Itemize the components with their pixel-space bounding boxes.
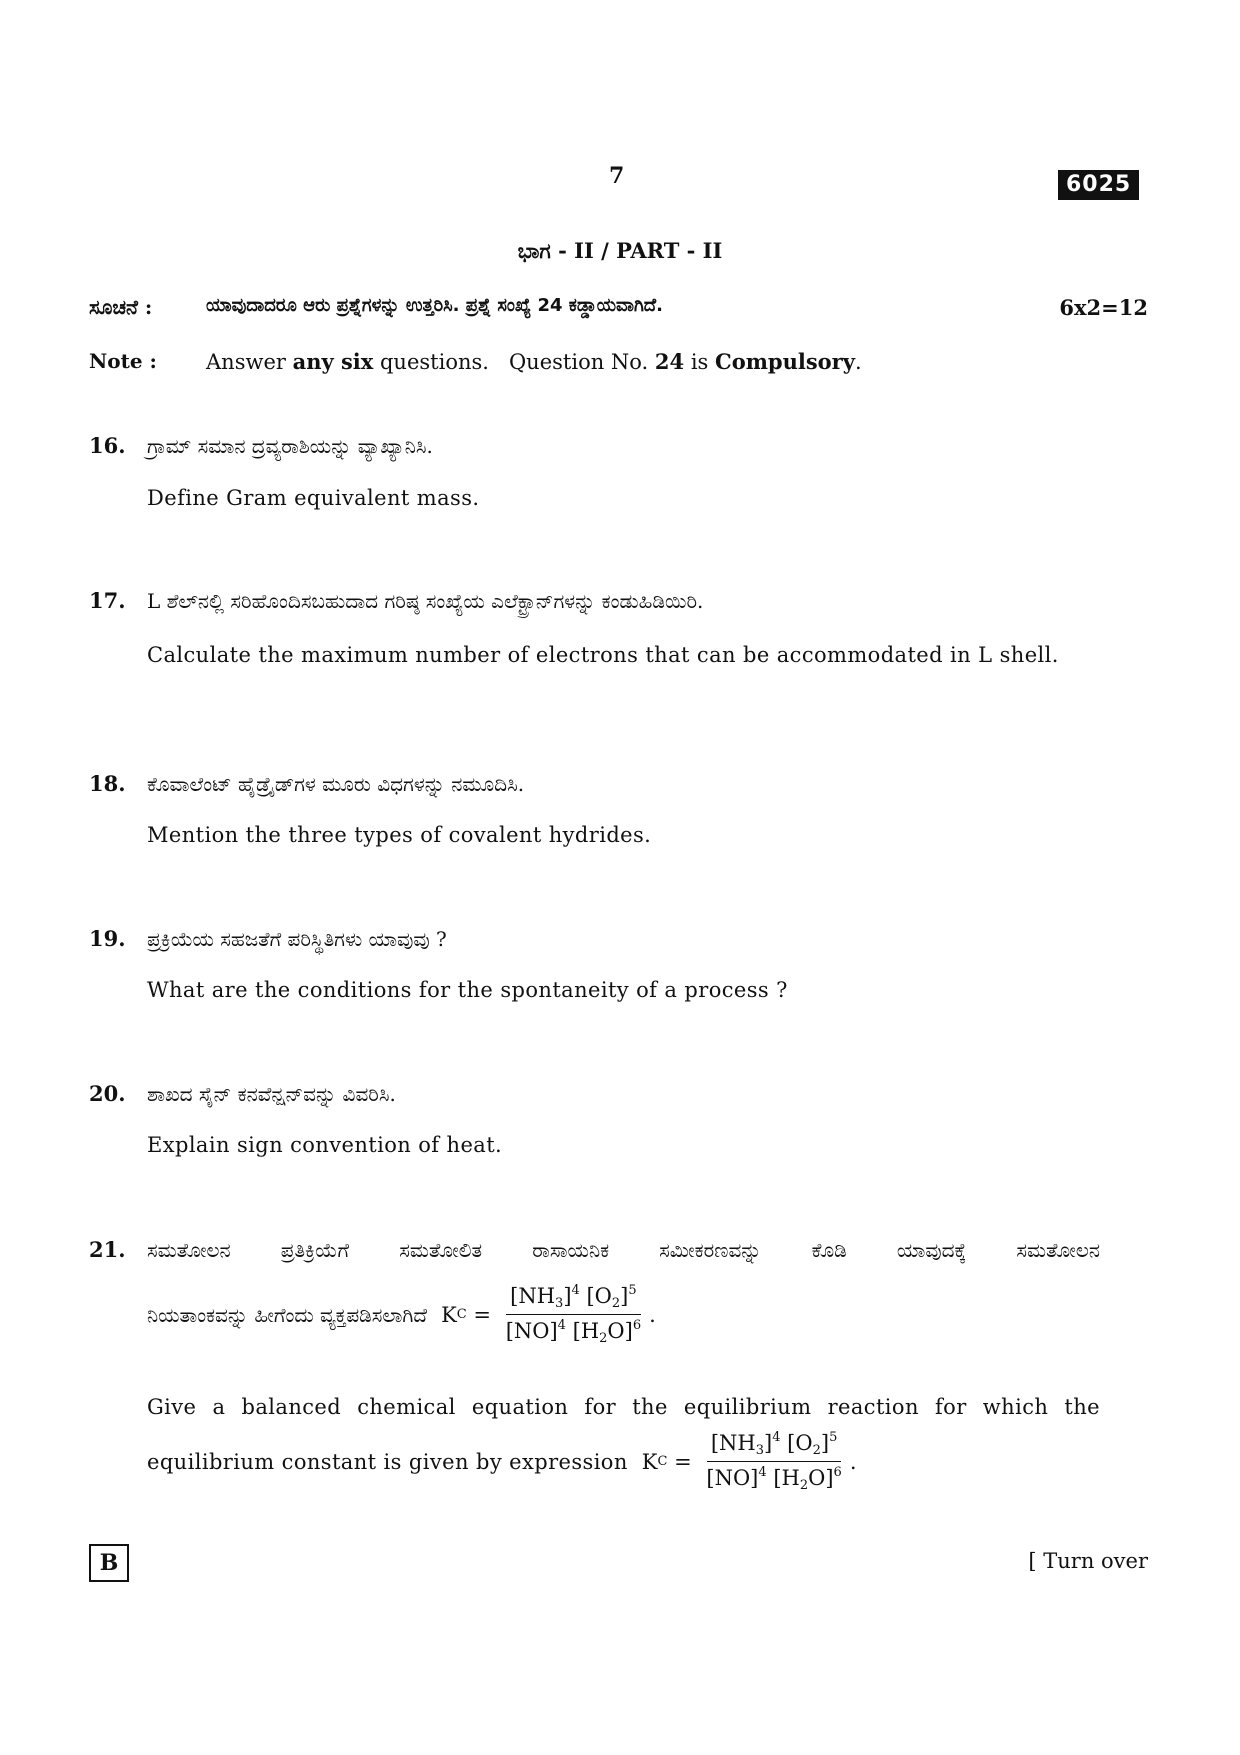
question-text-kannada: ಶಾಖದ ಸೈನ್ ಕನವೆನ್ಷನ್‌ವನ್ನು ವಿವರಿಸಿ. xyxy=(147,1082,396,1106)
equilibrium-constant-formula: K C = $\frac{[NH_3]^4 [O_2]^5}{[NO]^4 [H_2O]^6}$ . xyxy=(641,1430,857,1493)
kc-fraction: $\frac{[NH_3]^4 [O_2]^5}{[NO]^4 [H_2O]^6}$ xyxy=(505,1283,642,1346)
question-text-english: Explain sign convention of heat. xyxy=(147,1133,503,1157)
page-number: 7 xyxy=(609,163,625,189)
instruction-text-kannada: ಯಾವುದಾದರೂ ಆರು ಪ್ರಶ್ನೆಗಳನ್ನು ಉತ್ತರಿಸಿ. ಪ್ರಶ್ನೆ ಸಂಖ್ಯೆ 24 ಕಡ್ಡಾಯವಾಗಿದೆ. xyxy=(206,295,663,316)
question-text-kannada: ಗ್ರಾಮ್ ಸಮಾನ ದ್ರವ್ಯರಾಶಿಯನ್ನು ವ್ಯಾಖ್ಯಾನಿಸಿ. xyxy=(147,434,433,458)
question-text-kannada: L ಶೆಲ್‌ನಲ್ಲಿ ಸರಿಹೊಂದಿಸಬಹುದಾದ ಗರಿಷ್ಠ ಸಂಖ್ಯೆಯ ಎಲೆಕ್ಟ್ರಾನ್‌ಗಳನ್ನು ಕಂಡುಹಿಡಿಯಿರಿ. xyxy=(147,589,704,613)
note-label: Note : xyxy=(89,349,157,373)
question-number: 16. xyxy=(89,433,126,458)
question-text-kannada: ಕೊವಾಲೆಂಟ್ ಹೈಡ್ರೈಡ್‌ಗಳ ಮೂರು ವಿಧಗಳನ್ನು ನಮೂದಿಸಿ. xyxy=(147,772,525,796)
equilibrium-constant-formula: K C = $\frac{[NH_3]^4 [O_2]^5}{[NO]^4 [H_2O]^6}$ . xyxy=(441,1283,656,1346)
part-heading: ಭಾಗ - II / PART - II xyxy=(517,238,723,263)
question-text-english-line2: equilibrium constant is given by expression xyxy=(147,1449,628,1474)
question-text-kannada-line1: ಸಮತೋಲನ ಪ್ರತಿಕ್ರಿಯೆಗೆ ಸಮತೋಲಿತ ರಾಸಾಯನಿಕ ಸಮೀಕರಣವನ್ನು ಕೊಡಿ ಯಾವುದಕ್ಕೆ ಸಮತೋಲನ xyxy=(147,1238,1100,1262)
question-number: 17. xyxy=(89,588,126,613)
question-21-kannada-formula-line xyxy=(147,1283,656,1346)
paper-code-badge: 6025 xyxy=(1058,170,1139,200)
question-number: 20. xyxy=(89,1081,126,1106)
question-number: 19. xyxy=(89,926,126,951)
note-text: Answer any six questions. Question No. 24 is Compulsory. xyxy=(206,349,862,374)
question-text-english-line1: Give a balanced chemical equation for the equilibrium reaction for which the xyxy=(147,1395,1100,1419)
question-text-english: Mention the three types of covalent hydrides. xyxy=(147,823,652,847)
question-text-english: Define Gram equivalent mass. xyxy=(147,486,480,510)
question-number: 21. xyxy=(89,1237,126,1262)
marks-allocation: 6x2=12 xyxy=(1059,295,1148,320)
question-text-english: What are the conditions for the spontaneity of a process ? xyxy=(147,978,788,1002)
question-21-english-formula-line xyxy=(147,1430,857,1493)
instruction-label-kannada: ಸೂಚನೆ : xyxy=(89,295,153,319)
kc-fraction: $\frac{[NH_3]^4 [O_2]^5}{[NO]^4 [H_2O]^6}$ xyxy=(706,1430,842,1493)
question-text-kannada-line2: ನಿಯತಾಂಕವನ್ನು ಹೀಗೆಂದು ವ್ಯಕ್ತಪಡಿಸಲಾಗಿದೆ xyxy=(147,1302,428,1327)
question-text-kannada: ಪ್ರಕ್ರಿಯೆಯ ಸಹಜತೆಗೆ ಪರಿಸ್ಥಿತಿಗಳು ಯಾವುವು ? xyxy=(147,927,447,951)
question-set-letter-box: B xyxy=(89,1544,129,1582)
question-text-english: Calculate the maximum number of electrons that can be accommodated in L shell. xyxy=(147,643,1059,667)
question-number: 18. xyxy=(89,771,126,796)
turn-over-label: [ Turn over xyxy=(1028,1549,1148,1573)
